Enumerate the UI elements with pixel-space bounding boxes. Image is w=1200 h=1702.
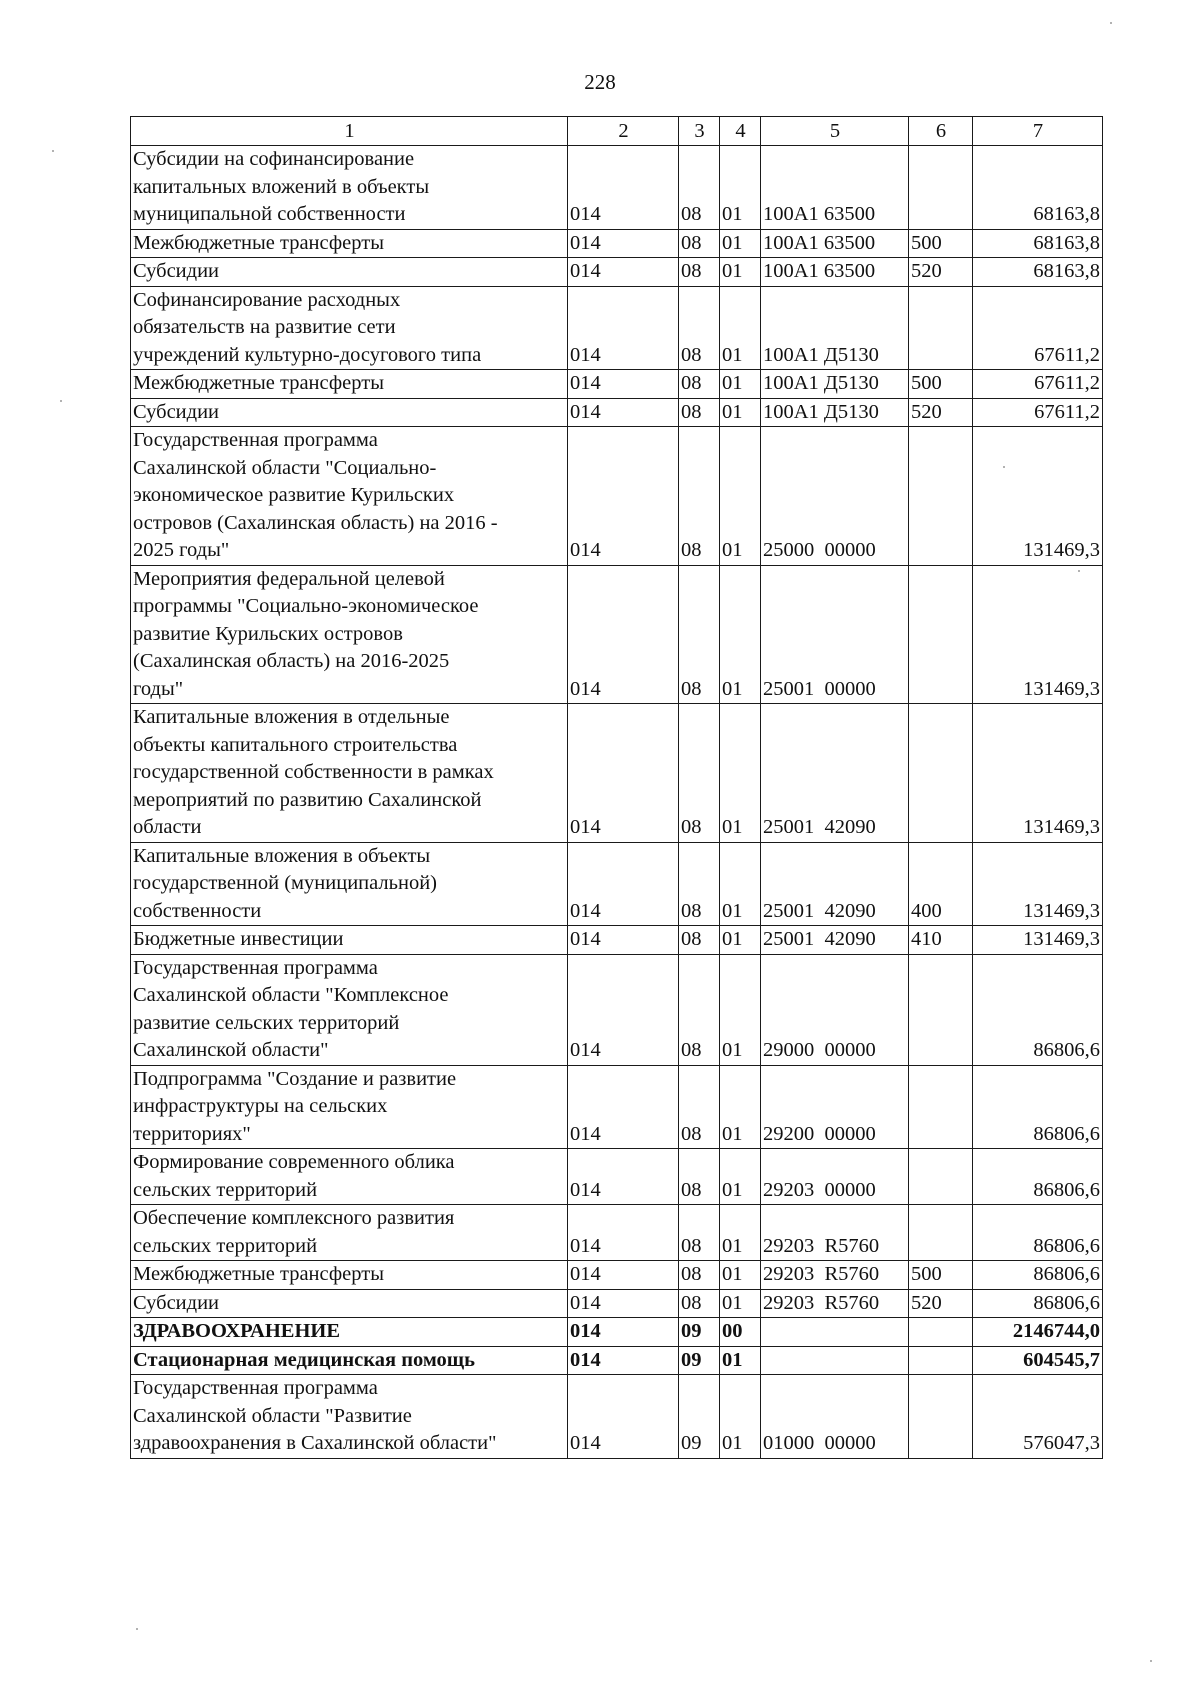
cell-ministry-code: 014 [568,427,679,566]
cell-section-code: 08 [679,258,720,287]
table-row [131,427,1103,566]
cell-section-code: 09 [679,1318,720,1347]
budget-table [130,116,1103,1459]
cell-subsection-code: 01 [720,1375,761,1459]
scan-speck [52,150,54,152]
cell-section-code: 08 [679,704,720,843]
cell-target-article: 25001 00000 [761,565,909,704]
cell-section-code: 08 [679,926,720,955]
cell-expense-type: 410 [909,926,973,955]
cell-amount: 576047,3 [973,1375,1103,1459]
cell-expense-type [909,1205,973,1261]
table-row [131,146,1103,230]
cell-section-code: 09 [679,1346,720,1375]
cell-section-code: 08 [679,370,720,399]
cell-subsection-code: 01 [720,370,761,399]
column-header: 3 [679,117,720,146]
cell-ministry-code: 014 [568,146,679,230]
row-name: Капитальные вложения в отдельные объекты капитального строительства государственной собственности в рамках мероприятий по развитию Сахалинской области [131,704,568,843]
cell-ministry-code: 014 [568,926,679,955]
cell-expense-type [909,1149,973,1205]
cell-ministry-code: 014 [568,258,679,287]
scan-speck [1003,466,1005,468]
cell-subsection-code: 01 [720,229,761,258]
cell-subsection-code: 01 [720,704,761,843]
table-row [131,704,1103,843]
row-name: Мероприятия федеральной целевой программы "Социально-экономическое развитие Курильских островов (Сахалинская область) на 2016-2025 годы" [131,565,568,704]
page-number: 228 [584,70,616,94]
cell-section-code: 08 [679,842,720,926]
cell-subsection-code: 01 [720,1205,761,1261]
table-row [131,1346,1103,1375]
cell-target-article: 25001 42090 [761,842,909,926]
cell-target-article: 29000 00000 [761,954,909,1065]
cell-target-article: 29203 00000 [761,1149,909,1205]
cell-section-code: 08 [679,398,720,427]
cell-expense-type: 520 [909,258,973,287]
row-name: Капитальные вложения в объекты государственной (муниципальной) собственности [131,842,568,926]
cell-section-code: 08 [679,1261,720,1290]
column-header: 2 [568,117,679,146]
cell-expense-type: 500 [909,370,973,399]
header-row [131,117,1103,146]
cell-expense-type: 520 [909,398,973,427]
row-name: Государственная программа Сахалинской области "Комплексное развитие сельских территорий Сахалинской области" [131,954,568,1065]
cell-target-article: 100А1 63500 [761,229,909,258]
table-row [131,1318,1103,1347]
cell-ministry-code: 014 [568,1149,679,1205]
row-name: Софинансирование расходных обязательств на развитие сети учреждений культурно-досугового типа [131,286,568,370]
row-name: Подпрограмма "Создание и развитие инфраструктуры на сельских территориях" [131,1065,568,1149]
cell-subsection-code: 01 [720,427,761,566]
cell-amount: 86806,6 [973,1205,1103,1261]
cell-ministry-code: 014 [568,1065,679,1149]
table-row [131,258,1103,287]
table-row [131,954,1103,1065]
cell-subsection-code: 01 [720,565,761,704]
row-name: Межбюджетные трансферты [131,229,568,258]
row-name: Субсидии [131,398,568,427]
table-row [131,926,1103,955]
table-row [131,1065,1103,1149]
cell-ministry-code: 014 [568,1318,679,1347]
cell-subsection-code: 01 [720,398,761,427]
row-name: Бюджетные инвестиции [131,926,568,955]
cell-subsection-code: 01 [720,1346,761,1375]
cell-section-code: 09 [679,1375,720,1459]
cell-subsection-code: 00 [720,1318,761,1347]
cell-subsection-code: 01 [720,1065,761,1149]
cell-expense-type: 500 [909,229,973,258]
row-name: Формирование современного облика сельских территорий [131,1149,568,1205]
cell-section-code: 08 [679,1289,720,1318]
cell-ministry-code: 014 [568,704,679,843]
cell-section-code: 08 [679,954,720,1065]
cell-subsection-code: 01 [720,926,761,955]
cell-target-article: 25001 42090 [761,704,909,843]
cell-amount: 131469,3 [973,926,1103,955]
cell-subsection-code: 01 [720,842,761,926]
row-name: Межбюджетные трансферты [131,1261,568,1290]
cell-target-article: 100А1 Д5130 [761,398,909,427]
cell-amount: 86806,6 [973,1261,1103,1290]
cell-subsection-code: 01 [720,286,761,370]
cell-subsection-code: 01 [720,1261,761,1290]
row-name: Обеспечение комплексного развития сельских территорий [131,1205,568,1261]
cell-amount: 86806,6 [973,1065,1103,1149]
cell-ministry-code: 014 [568,1375,679,1459]
row-name: Государственная программа Сахалинской области "Развитие здравоохранения в Сахалинской области" [131,1375,568,1459]
row-name: Субсидии на софинансирование капитальных вложений в объекты муниципальной собственности [131,146,568,230]
cell-amount: 131469,3 [973,565,1103,704]
cell-subsection-code: 01 [720,1149,761,1205]
scan-speck [60,400,62,402]
cell-ministry-code: 014 [568,286,679,370]
table-row [131,842,1103,926]
row-name: Межбюджетные трансферты [131,370,568,399]
cell-target-article: 29200 00000 [761,1065,909,1149]
cell-amount: 68163,8 [973,146,1103,230]
cell-expense-type: 400 [909,842,973,926]
cell-amount: 2146744,0 [973,1318,1103,1347]
cell-target-article: 100А1 Д5130 [761,370,909,399]
cell-section-code: 08 [679,229,720,258]
table-row [131,1149,1103,1205]
cell-expense-type: 520 [909,1289,973,1318]
cell-amount: 86806,6 [973,1149,1103,1205]
scan-speck [1078,570,1080,572]
cell-section-code: 08 [679,565,720,704]
column-header: 6 [909,117,973,146]
cell-section-code: 08 [679,427,720,566]
cell-amount: 67611,2 [973,398,1103,427]
scan-speck [136,1628,138,1630]
column-header: 7 [973,117,1103,146]
cell-expense-type [909,1346,973,1375]
cell-expense-type [909,1318,973,1347]
cell-amount: 67611,2 [973,370,1103,399]
cell-section-code: 08 [679,1205,720,1261]
cell-ministry-code: 014 [568,1261,679,1290]
cell-expense-type [909,954,973,1065]
column-header: 5 [761,117,909,146]
cell-expense-type [909,427,973,566]
table-row [131,229,1103,258]
scan-speck [1110,22,1112,24]
cell-amount: 131469,3 [973,427,1103,566]
cell-ministry-code: 014 [568,370,679,399]
cell-target-article: 25000 00000 [761,427,909,566]
column-header: 4 [720,117,761,146]
cell-subsection-code: 01 [720,258,761,287]
cell-expense-type [909,286,973,370]
cell-expense-type [909,704,973,843]
table-row [131,370,1103,399]
cell-amount: 86806,6 [973,954,1103,1065]
column-header: 1 [131,117,568,146]
cell-subsection-code: 01 [720,146,761,230]
cell-subsection-code: 01 [720,954,761,1065]
cell-section-code: 08 [679,1065,720,1149]
cell-ministry-code: 014 [568,1205,679,1261]
cell-target-article [761,1346,909,1375]
scan-speck [1150,1660,1152,1662]
row-name: Стационарная медицинская помощь [131,1346,568,1375]
table-row [131,1261,1103,1290]
cell-ministry-code: 014 [568,1289,679,1318]
row-name: Субсидии [131,258,568,287]
cell-target-article: 01000 00000 [761,1375,909,1459]
cell-section-code: 08 [679,286,720,370]
cell-target-article: 29203 R5760 [761,1261,909,1290]
cell-target-article [761,1318,909,1347]
table-row [131,565,1103,704]
cell-amount: 67611,2 [973,286,1103,370]
cell-ministry-code: 014 [568,954,679,1065]
cell-ministry-code: 014 [568,842,679,926]
cell-amount: 604545,7 [973,1346,1103,1375]
cell-expense-type [909,565,973,704]
row-name: ЗДРАВООХРАНЕНИЕ [131,1318,568,1347]
cell-ministry-code: 014 [568,229,679,258]
cell-target-article: 100А1 Д5130 [761,286,909,370]
cell-ministry-code: 014 [568,565,679,704]
table-row [131,398,1103,427]
row-name: Субсидии [131,1289,568,1318]
table-row [131,1205,1103,1261]
table-row [131,1375,1103,1459]
cell-amount: 68163,8 [973,258,1103,287]
cell-subsection-code: 01 [720,1289,761,1318]
cell-target-article: 29203 R5760 [761,1289,909,1318]
cell-target-article: 100А1 63500 [761,258,909,287]
cell-amount: 131469,3 [973,842,1103,926]
cell-section-code: 08 [679,146,720,230]
cell-target-article: 29203 R5760 [761,1205,909,1261]
cell-expense-type [909,1065,973,1149]
cell-expense-type [909,1375,973,1459]
cell-amount: 131469,3 [973,704,1103,843]
row-name: Государственная программа Сахалинской области "Социально- экономическое развитие Курильских островов (Сахалинская область) на 2016 - 2025 годы" [131,427,568,566]
cell-section-code: 08 [679,1149,720,1205]
cell-ministry-code: 014 [568,398,679,427]
table-row [131,286,1103,370]
cell-target-article: 25001 42090 [761,926,909,955]
cell-amount: 68163,8 [973,229,1103,258]
cell-expense-type: 500 [909,1261,973,1290]
cell-amount: 86806,6 [973,1289,1103,1318]
cell-expense-type [909,146,973,230]
table-row [131,1289,1103,1318]
cell-target-article: 100А1 63500 [761,146,909,230]
cell-ministry-code: 014 [568,1346,679,1375]
